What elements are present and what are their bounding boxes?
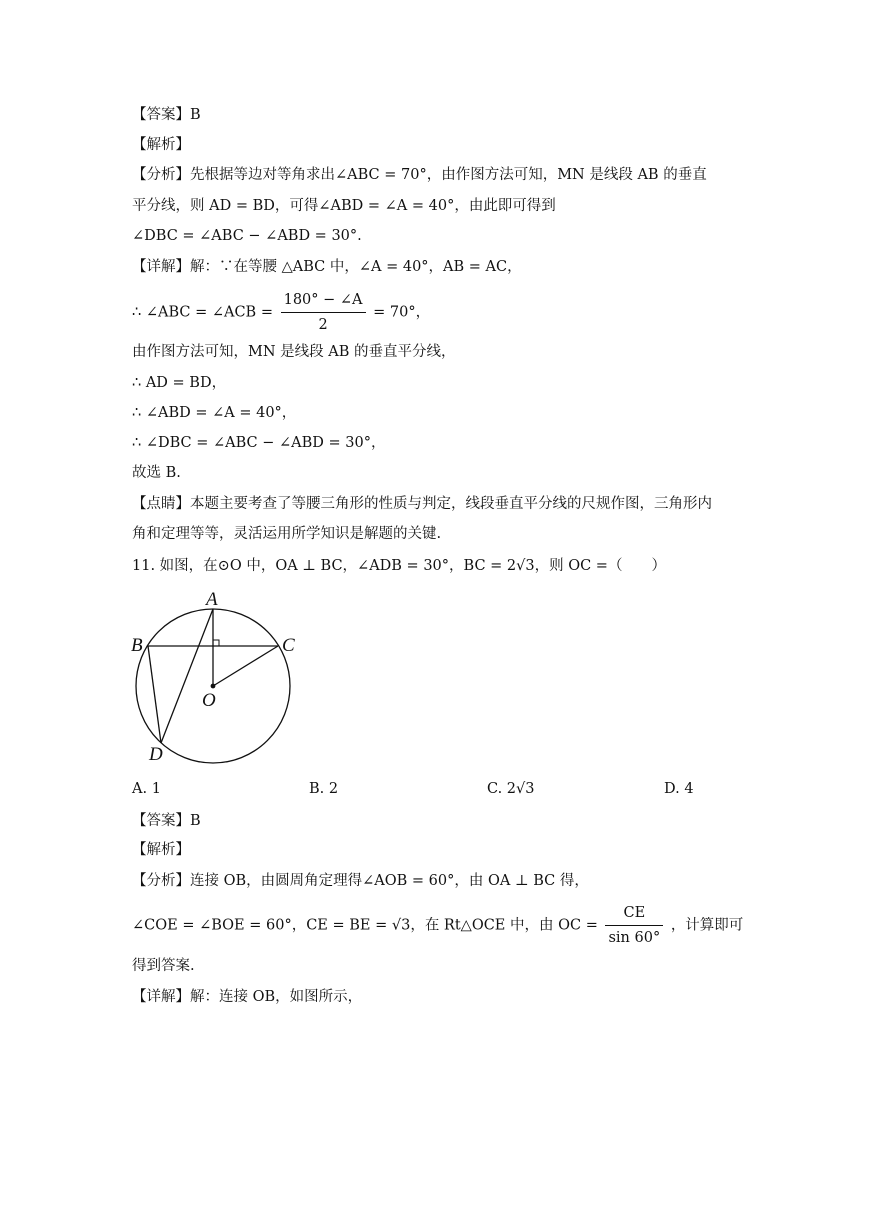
- q10-fenxi-line-2: 平分线，则 AD = BD，可得∠ABD = ∠A = 40°，由此即可得到: [132, 198, 556, 214]
- q10-step-4: ∴ AD = BD，: [132, 375, 227, 391]
- label-c: C: [282, 635, 295, 656]
- q10-step-3: 由作图方法可知，MN 是线段 AB 的垂直平分线，: [132, 344, 456, 360]
- q11-fenxi-line-1: 【分析】连接 OB，由圆周角定理得∠AOB = 60°，由 OA ⊥ BC 得，: [132, 873, 589, 889]
- label-b: B: [131, 635, 143, 656]
- fraction: [281, 290, 366, 335]
- step-prefix: ∴ ∠ABC = ∠ACB =: [132, 304, 273, 321]
- circle-figure: [128, 588, 308, 768]
- q11-xiangjie-line-1: 【详解】解：连接 OB，如图所示，: [132, 989, 363, 1005]
- q11-answer: 【答案】B: [132, 813, 201, 829]
- q11-fenxi-fraction-line: [132, 903, 743, 948]
- q10-answer: 【答案】B: [132, 107, 201, 123]
- q10-dianjing-line-2: 角和定理等等，灵活运用所学知识是解题的关键.: [132, 526, 442, 542]
- q10-step-7: 故选 B.: [132, 465, 181, 481]
- label-a: A: [206, 589, 218, 610]
- fenxi-prefix: ∠COE = ∠BOE = 60°，CE = BE = √3，在 Rt△OCE 中，由 OC =: [132, 917, 598, 934]
- segment-oc: [213, 646, 278, 686]
- label-o: O: [202, 690, 216, 711]
- center-point-o: [211, 684, 216, 689]
- q10-step-5: ∴ ∠ABD = ∠A = 40°，: [132, 405, 297, 421]
- q11-option-d: D. 4: [664, 781, 694, 797]
- q10-analysis-heading: 【解析】: [132, 137, 190, 153]
- q11-analysis-heading: 【解析】: [132, 842, 190, 858]
- fraction-numerator: CE: [605, 903, 663, 926]
- q11-option-c: C. 2√3: [487, 781, 535, 797]
- q11-option-a: A. 1: [132, 781, 161, 797]
- q10-fenxi-line-1: 【分析】先根据等边对等角求出∠ABC = 70°，由作图方法可知，MN 是线段 AB 的垂直: [132, 167, 707, 183]
- label-d: D: [149, 744, 163, 765]
- fraction-denominator: 2: [318, 317, 328, 333]
- q10-step-fraction-line: [132, 290, 430, 335]
- segment-bd: [148, 646, 161, 743]
- step-suffix: = 70°，: [373, 304, 431, 321]
- q11-option-b: B. 2: [309, 781, 339, 797]
- q10-fenxi-line-3: ∠DBC = ∠ABC − ∠ABD = 30°.: [132, 228, 362, 244]
- q10-dianjing-line-1: 【点睛】本题主要考查了等腰三角形的性质与判定，线段垂直平分线的尺规作图，三角形内: [132, 496, 712, 512]
- fraction-numerator: 180° − ∠A: [281, 290, 366, 313]
- q11-fenxi-line-3: 得到答案.: [132, 958, 195, 974]
- q10-step-6: ∴ ∠DBC = ∠ABC − ∠ABD = 30°，: [132, 435, 386, 451]
- q11-stem: 11. 如图，在⊙O 中，OA ⊥ BC，∠ADB = 30°，BC = 2√3，则 OC =（ ）: [132, 558, 666, 574]
- fraction-denominator: sin 60°: [608, 930, 661, 946]
- fenxi-suffix: ，计算即可: [670, 917, 744, 934]
- right-angle-mark: [213, 640, 219, 646]
- q10-xiangjie-line-1: 【详解】解：∵在等腰 △ABC 中，∠A = 40°，AB = AC，: [132, 259, 522, 275]
- fraction: [605, 903, 663, 948]
- segment-ad: [161, 609, 213, 743]
